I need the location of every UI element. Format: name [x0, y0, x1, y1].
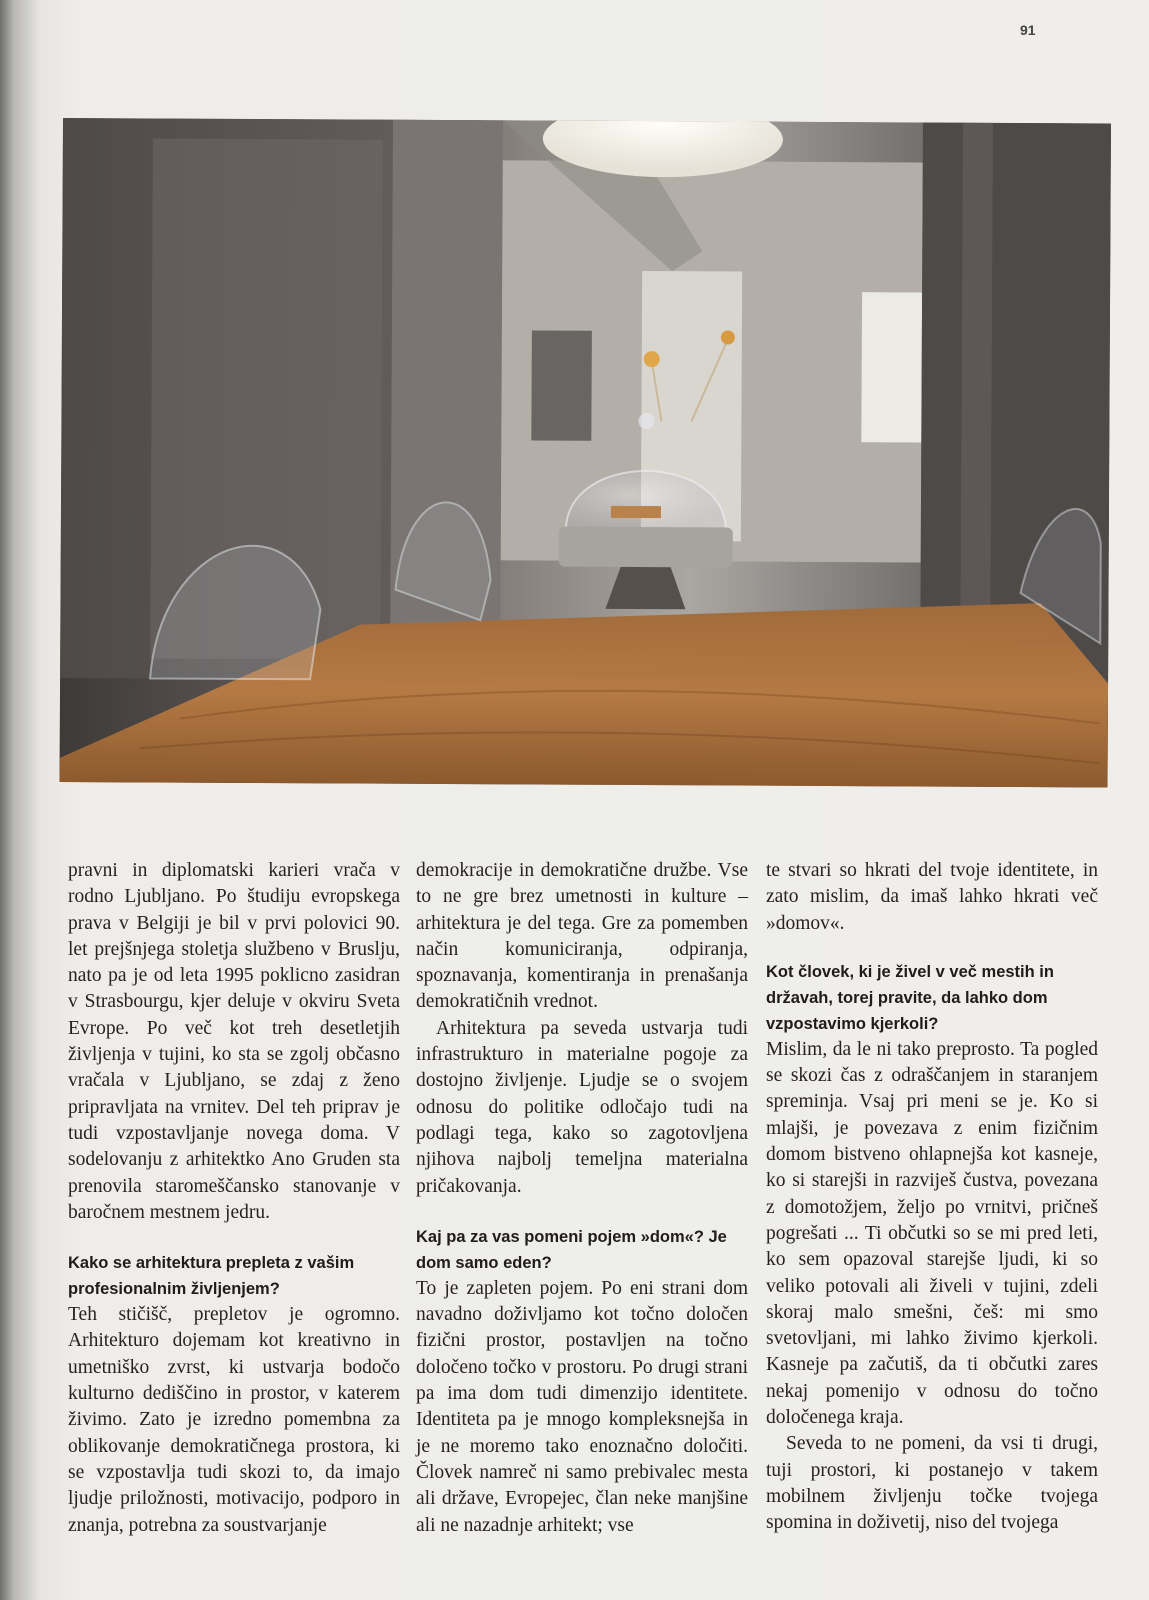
photo-illustration [60, 118, 1111, 787]
page-number: 91 [1020, 22, 1036, 38]
interview-question: Kaj pa za vas pomeni pojem »dom«? Je dom samo eden? [416, 1227, 727, 1272]
interview-question: Kot človek, ki je živel v več mestih in državah, torej pravite, da lahko dom vzpostavimo kjerkoli? [766, 962, 1054, 1033]
paragraph: Arhitektura pa seveda ustvarja tudi infrastrukturo in materialne pogoje za dostojno življenje. Ljudje se o svojem odnosu do politike odločajo tudi na podlagi tega, kako so zagotovljena njihova najbolj temeljna materialna pričakovanja. [416, 1017, 748, 1197]
paragraph: demokracije in demokratične družbe. Vse to ne gre brez umetnosti in kulture – arhitektura je del tega. Gre za pomemben način komuniciranja, odpiranja, spoznavanja, komentiranja in prenašanja demokratičnih vrednot. [416, 860, 748, 1013]
paragraph: pravni in diplomatski karieri vrača v rodno Ljubljano. Po študiju evropskega prava v Belgiji je bil v prvi polovici 90. let prejšnjega stoletja službeno v Bruslju, nato pa je od leta 1995 poklicno zasidran v Strasbourgu, kjer deluje v okviru Sveta Evrope. Po več kot treh desetletjih življenja v tujini, ko sta se zgolj občasno vračala v Ljubljano, se zdaj z ženo pripravljata na vrnitev. Del teh priprav je tudi vzpostavljanje novega doma. V sodelovanju z arhitektko Ano Gruden sta prenovila staromeščansko stanovanje v baročnem mestnem jedru. [68, 860, 400, 1223]
dining-table-photo [60, 118, 1111, 787]
text-column-2 [416, 858, 748, 1539]
text-column-3 [766, 858, 1098, 1537]
paragraph: Teh stičišč, prepletov je ogromno. Arhitekturo dojemam kot kreativno in umetniško zvrst, ki ustvarja bodočo kulturno dediščino in prostor, v katerem živimo. Zato je izredno pomembna za oblikovanje demokratičnega prostora, ki se vzpostavlja tudi skozi to, da imajo ljudje priložnosti, motivacijo, podporo in znanja, potrebna za soustvarjanje [68, 1304, 400, 1536]
text-column-1 [68, 858, 400, 1539]
paragraph: te stvari so hkrati del tvoje identitete, in zato mislim, da imaš lahko hkrati več »domov«. [766, 860, 1098, 934]
paragraph: To je zapleten pojem. Po eni strani dom navadno doživljamo kot točno določen fizični prostor, postavljen na točno določeno točko v prostoru. Po drugi strani pa ima dom tudi dimenzijo identitete. Identiteta pa je mnogo kompleksnejša in je ne moremo tako enoznačno določiti. Človek namreč ni samo prebivalec mesta ali države, Evropejec, član neke manjšine ali ne nazadnje arhitekt; vse [416, 1277, 748, 1536]
paragraph: Seveda to ne pomeni, da vsi ti drugi, tuji prostori, ki postanejo v takem mobilnem življenju točke tvojega spomina in doživetij, niso del tvojega [766, 1433, 1098, 1534]
paragraph: Mislim, da le ni tako preprosto. Ta pogled se skozi čas z odraščanjem in staranjem spreminja. Vsaj pri meni se je. Ko si mlajši, je povezava z enim fizičnim domom bistveno ohlapnejša kot kasneje, ko si starejši in razviješ čustva, povezana z domotožjem, željo po vrnitvi, pričneš pogrešati ... Ti občutki so se mi pred leti, ko sem opazoval starejše ljudi, ki so veliko potovali ali živeli v tujini, zdeli skoraj malo smešni, češ: mi smo svetovljani, mi lahko živimo kjerkoli. Kasneje pa začutiš, da ti občutki zares nekaj pomenijo v odnosu do točno določenega kraja. [766, 1038, 1098, 1429]
interview-question: Kako se arhitektura prepleta z vašim profesionalnim življenjem? [68, 1254, 355, 1299]
